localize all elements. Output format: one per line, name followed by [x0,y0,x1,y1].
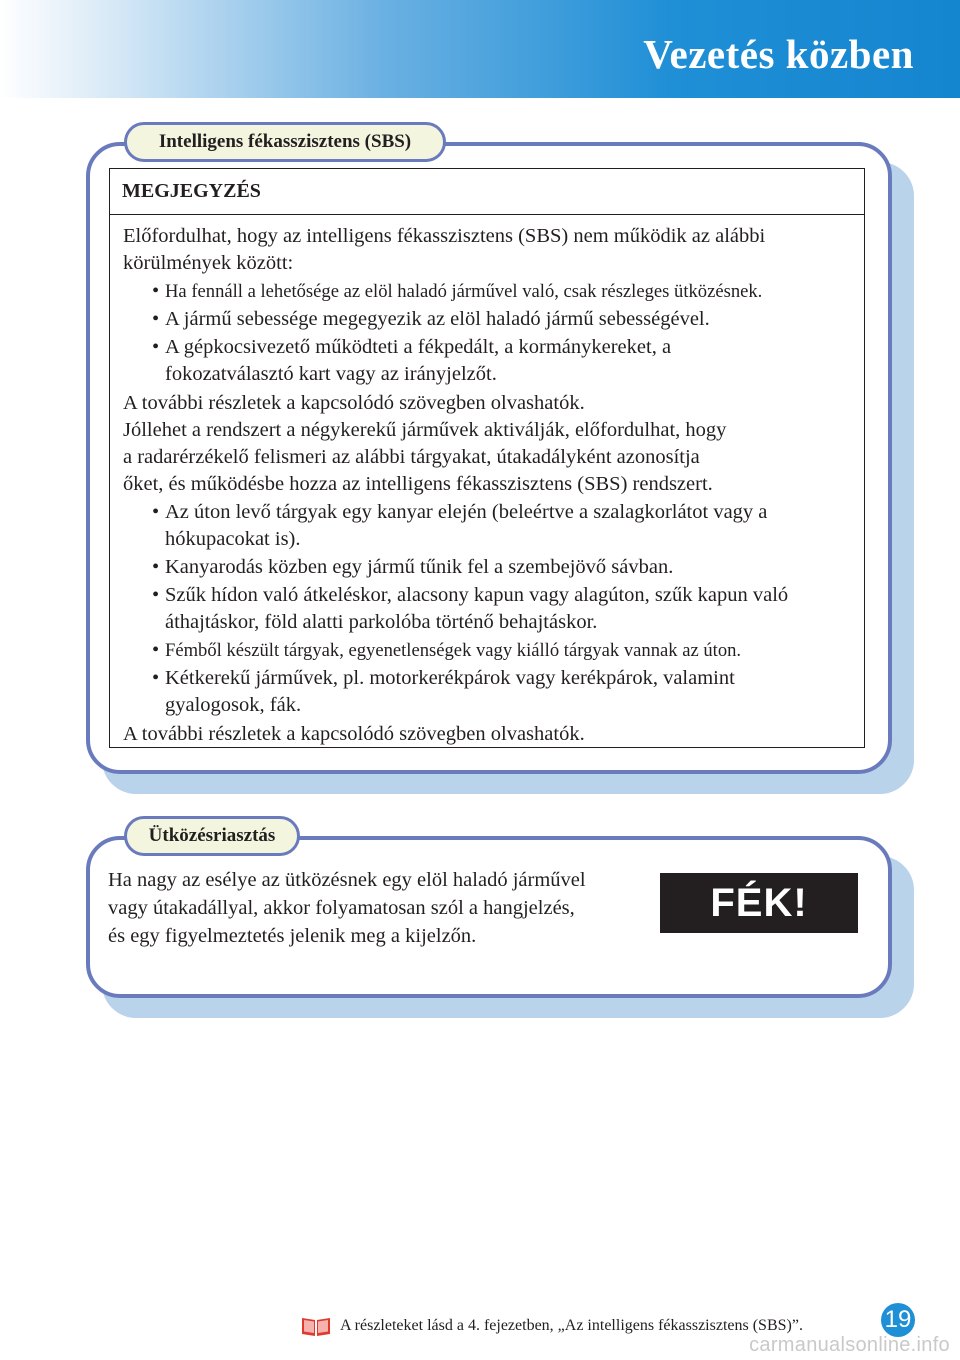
footer-reference-text: A részleteket lásd a 4. fejezetben, „Az intelligens fékasszisztens (SBS)”. [340,1317,803,1334]
intro-line-1: Előfordulhat, hogy az intelligens fékasszisztens (SBS) nem működik az alábbi [123,225,766,247]
limitations-list [123,278,852,388]
collision-description [108,866,648,950]
sbs-tab-line [440,142,860,145]
collision-tab-line [296,836,860,839]
list-item: • Ha fennáll a lehetősége az elöl haladó járművel való, csak részleges ütközésnek. [152,280,763,302]
more-info-2: A további részletek a kapcsolódó szövegben olvashatók. [123,723,585,745]
page-number: 19 [884,1306,912,1333]
more-info-1: A további részletek a kapcsolódó szövegben olvashatók. [123,392,585,414]
sbs-section-tab: Intelligens fékasszisztens (SBS) [124,122,446,162]
watermark: carmanualsonline.info [749,1334,950,1356]
list-item: • Kétkerekű járművek, pl. motorkerékpárok vagy kerékpárok, valamint gyalogosok, fák. [152,667,735,716]
note-box [109,168,865,748]
collision-section-tab: Ütközésriasztás [124,816,300,856]
intro-line-2: körülmények között: [123,252,294,274]
header-banner [0,0,960,98]
list-item: • Fémből készült tárgyak, egyenetlenségek vagy kiálló tárgyak vannak az úton. [152,639,742,661]
list-item: • Kanyarodás közben egy jármű tűnik fel a szembejövő sávban. [152,556,674,578]
note-heading: MEGJEGYZÉS [110,169,864,215]
para2-line-2: a radarérzékelő felismeri az alábbi tárgyakat, útakadályként azonosítja [123,446,700,468]
list-item: • A jármű sebessége megegyezik az elöl haladó jármű sebességével. [152,308,710,330]
brake-warning-display [660,873,858,933]
list-item: • A gépkocsivezető működteti a fékpedált, a kormánykereket, a fokozatválasztó kart vagy az irányjelzőt. [152,336,672,385]
para2-line-3: őket, és működésbe hozza az intelligens fékasszisztens (SBS) rendszert. [123,473,713,495]
collision-text-line-1: Ha nagy az esélye az ütközésnek egy elöl haladó járművel [108,869,586,891]
collision-text-line-3: és egy figyelmeztetés jelenik meg a kijelzőn. [108,925,477,947]
list-item: • Szűk hídon való átkeléskor, alacsony kapun vagy alagúton, szűk kapun való áthajtáskor, föld alatti parkolóba történő behajtáskor. [152,584,789,633]
list-item: • Az úton levő tárgyak egy kanyar elején (beleértve a szalagkorlátot vagy a hókupacokat is). [152,501,768,550]
false-detection-list [123,499,852,719]
page-number-badge [881,1303,915,1337]
page-title: Vezetés közben [643,31,914,77]
brake-warning-text: FÉK! [710,880,808,925]
para2-line-1: Jóllehet a rendszert a négykerekű járművek aktiválják, előfordulhat, hogy [123,419,727,441]
book-icon [300,1314,332,1338]
note-body [110,215,864,748]
collision-text-line-2: vagy útakadállyal, akkor folyamatosan szól a hangjelzés, [108,897,575,919]
